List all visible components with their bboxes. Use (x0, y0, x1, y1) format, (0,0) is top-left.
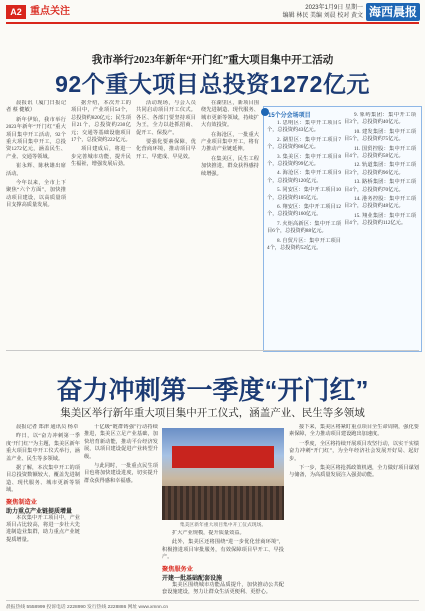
list-item: 10. 建发集团：集中开工项目5个，总投资约75亿元。 (344, 128, 416, 143)
paragraph: 据了解，本次集中开工的项目总投资数额较大，覆盖先进制造、现代服务、城市更新等领域。 (6, 465, 80, 494)
paragraph: 新年伊始，我市举行2023年新年“开门红”重大项目集中开工活动，92个重大项目集中开工，总投资1272亿元，涵盖民生、产业、交通等领域。 (6, 116, 66, 160)
paragraph: 要强化要素保障，优化营商环境，推动项目早开工、早建成、早见效。 (136, 139, 196, 160)
section-title: 重点关注 (30, 6, 70, 17)
paragraph: 昨日，以“奋力冲刺第一季度‘开门红’”为主题，集美区新年重大项目集中开工仪式举行，涵盖产业、民生等多领域。 (6, 433, 80, 462)
list-item: 6. 翔安区：集中开工项目12个，总投资约160亿元。 (267, 204, 341, 218)
section-heading: 聚焦制造业 (6, 498, 37, 506)
date-line (258, 4, 363, 20)
stage-banner (172, 446, 274, 468)
crowd (162, 486, 284, 520)
list-item: 13. 路桥集团：集中开工项目4个，总投资约70亿元。 (344, 179, 416, 193)
paragraph: 在湖里区，新项目围绕先进制造、现代服务、城市更新等领域，持续扩大有效投资。 (201, 100, 259, 129)
event-photo (162, 428, 284, 520)
article2-column-3 (162, 530, 284, 596)
editors: 编辑 林民 美编 刘晨 校对 黄文 (282, 13, 363, 19)
list-item: 15. 翔业集团：集中开工项目4个，总投资约112亿元。 (344, 212, 416, 227)
article1-kicker: 我市举行2023年新年“开门红”重大项目集中开工活动 (91, 55, 334, 66)
photo-caption: 集美区新年重大项目集中开工仪式现场。 (179, 523, 267, 528)
article1-byline: 晨报讯（厦门日报记者 蔡 健敏） (6, 100, 66, 114)
list-item: 8. 自贸片区：集中开工项目4个，总投资约52亿元。 (267, 237, 341, 252)
article2-column-2 (84, 424, 158, 596)
section-heading: 聚焦服务业 (162, 565, 193, 573)
sidebar-column-1 (267, 120, 341, 346)
article1-headline: 92个重大项目总投资1272亿元 (55, 71, 370, 97)
paragraph: 崔永辉、陈秋雄出席活动。 (6, 163, 66, 177)
paragraph: 十亿级“链群铸强”行动持续推进，集美区立足产业基础，加快培育新动能，推动平台经济发展，以项目建设促进产业转型升级。 (84, 424, 158, 460)
section-divider (6, 350, 419, 351)
article1-column-1 (6, 100, 66, 348)
paragraph: 下一步，集美区将抢抓政策机遇，全力做好项目谋划与储备，为高质量发展注入强劲动能。 (289, 465, 419, 479)
newspaper-logo: 海西晨报 (366, 3, 420, 21)
paragraph: 在海沧区，一批重大产业项目集中开工，将有力推动产业链延伸。 (201, 131, 259, 153)
paragraph: 集美区围绕城市功能品质提升，加快推动公共配套设施建设，努力让群众生活更便利、更舒心。 (162, 581, 284, 596)
paragraph: 今年以来，全市上下聚焦“六个方面”，加快推动项目建设，以高质量项目支撑高质量发展。 (6, 180, 66, 209)
article2-byline: 晨报记者 郑津 通讯员 杨卓 (16, 424, 79, 430)
list-item: 7. 火炬高新区：集中开工项目6个，总投资约88亿元。 (267, 220, 341, 235)
list-item: 5. 同安区：集中开工项目10个，总投资约105亿元。 (267, 187, 341, 201)
article1-column-2 (71, 100, 131, 348)
list-item: 1. 思明区：集中开工项目5个，总投资约43亿元。 (267, 120, 341, 134)
header-rule (6, 22, 419, 24)
page-tag: A2 (6, 5, 26, 19)
list-item: 9. 象屿集团：集中开工项目3个，总投资约40亿元。 (344, 112, 416, 126)
paragraph: 此外，集美区还将围绕“进一步优化营商环境”，积极推进项目审批服务，有效保障项目早开工、早投产。 (162, 539, 284, 561)
sidebar-column-2 (344, 112, 416, 346)
footer-contacts: 晨报热线 5558999 投诉电话 2228990 发行热线 2228886 网址 www.xmnn.cn (6, 600, 419, 610)
paragraph: 活动现场，与会人员共同启动项目开工仪式。各区、各部门要坚持项目为王，全力以赴抓招商、促开工、保投产。 (136, 100, 196, 136)
paragraph: 项目建成后，将进一步完善城市功能，提升民生福祉，增强发展后劲。 (71, 146, 131, 168)
article2-headline: 奋力冲刺第一季度“开门红” (56, 375, 369, 405)
sidebar-title: 15个分会场项目 (268, 113, 311, 119)
paragraph: 与此同时，一批重点民生项目也将加快建设进度，切实提升群众获得感和幸福感。 (84, 463, 158, 484)
paragraph: 据介绍，本次开工的项目中，产业项目54个，总投资约820亿元；民生项目21个，总投资约230亿元；交通等基础设施项目17个，总投资约222亿元。 (71, 100, 131, 144)
list-item: 11. 国贸控股：集中开工项目4个，总投资约58亿元。 (344, 145, 416, 160)
list-item: 3. 集美区：集中开工项目8个，总投资约99亿元。 (267, 153, 341, 168)
article2-column-4 (289, 424, 419, 596)
paragraph: 一季度，全区将持续开展项目攻坚行动，以实干实绩奋力冲刺“开门红”，为全年经济社会发展开好局、起好步。 (289, 440, 419, 462)
list-item: 4. 海沧区：集中开工项目9个，总投资约120亿元。 (267, 170, 341, 184)
date: 2023年1月9日 星期一 (305, 5, 363, 11)
paragraph: 本次集中开工项目中，产业项目占比较高，将进一步壮大先进制造业集群，助力重点产业链提质增量。 (6, 514, 80, 543)
article2-column-1 (6, 424, 80, 596)
section-subheading: 开建一批基础配套设施 (162, 575, 223, 582)
article2-subhead: 集美区举行新年重大项目集中开工仪式，涵盖产业、民生等多领域 (60, 408, 365, 419)
list-item: 2. 湖里区：集中开工项目7个，总投资约86亿元。 (267, 136, 341, 151)
list-item: 14. 港务控股：集中开工项目3个，总投资约48亿元。 (344, 196, 416, 210)
article1-column-3 (136, 100, 196, 348)
article1-column-4 (201, 100, 259, 348)
section-subheading: 助力重点产业链提质增量 (6, 508, 73, 515)
paragraph: 接下来，集美区将紧盯重点项目全生命周期，强化要素保障，全力推动项目建设跑出加速度。 (289, 424, 419, 438)
list-item: 12. 轨道集团：集中开工项目3个，总投资约96亿元。 (344, 162, 416, 176)
paragraph: 扩大产业规模，提升质量效益。 (172, 530, 245, 536)
paragraph: 在集美区，民生工程加快推进，群众获得感持续增强。 (201, 155, 259, 177)
